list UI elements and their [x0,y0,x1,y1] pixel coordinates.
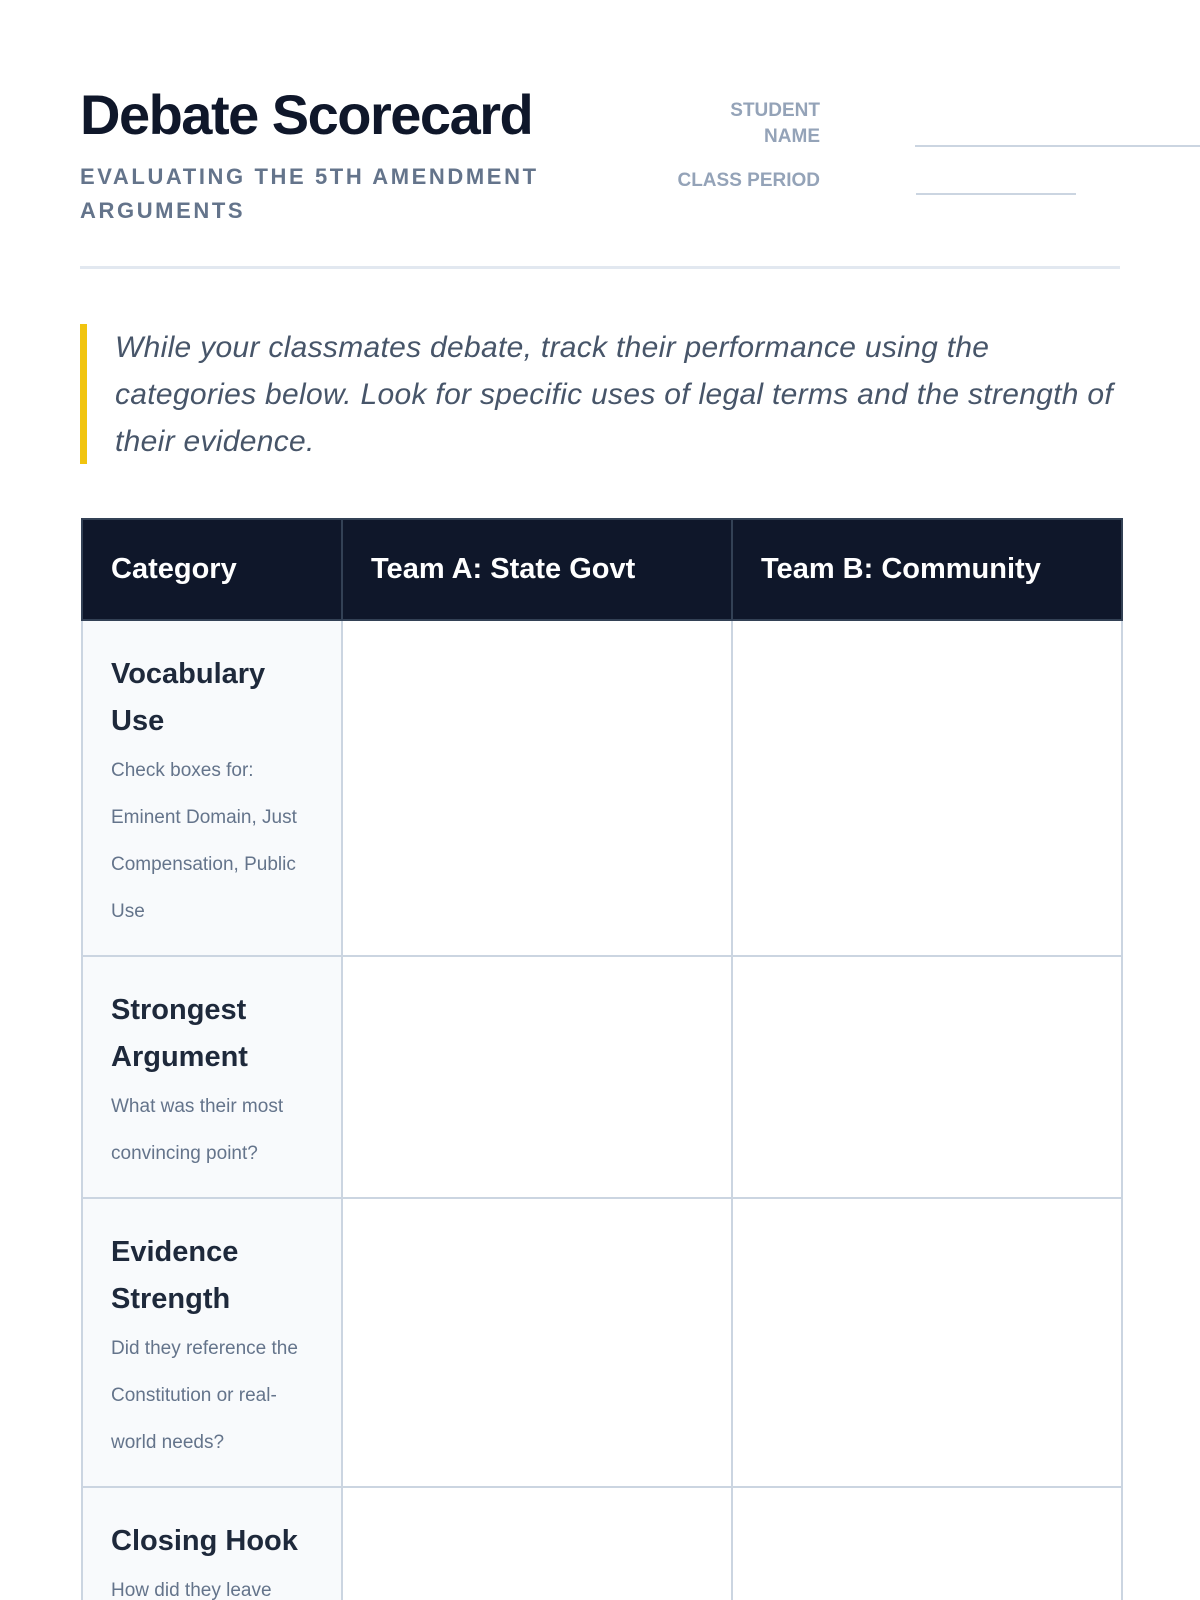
team-b-score-cell[interactable] [732,956,1122,1198]
column-header-team-b: Team B: Community [732,519,1122,620]
class-period-line[interactable] [916,193,1076,195]
table-row [82,620,1122,956]
header [80,80,1120,270]
instructions-text: While your classmates debate, track their performance using the categories below. Look for specific uses of legal terms and the strength of their evidence. [115,331,1114,458]
category-description: Did they reference the Constitution or real-world needs? [111,1338,298,1453]
category-description: Check boxes for: Eminent Domain, Just Compensation, Public Use [111,760,297,922]
instructions-callout [80,324,1120,464]
category-name: Closing Hook [111,1525,298,1557]
category-cell [82,956,342,1198]
table-row [82,1198,1122,1487]
category-name: Vocabulary Use [111,658,266,737]
category-name: Evidence Strength [111,1236,239,1315]
page-title: Debate Scorecard [80,83,533,146]
class-period-field [660,168,1120,208]
scorecard-table [81,518,1123,1600]
table-header-row [82,519,1122,620]
class-period-label: CLASS PERIOD [677,170,820,191]
category-description: What was their most convincing point? [111,1096,284,1164]
team-a-score-cell[interactable] [342,1198,732,1487]
category-name: Strongest Argument [111,994,248,1073]
page-subtitle: EVALUATING THE 5TH AMENDMENT ARGUMENTS [80,164,539,223]
column-header-category: Category [82,519,342,620]
category-description: How did they leave [111,1580,272,1600]
category-cell [82,1198,342,1487]
team-a-score-cell[interactable] [342,1487,732,1600]
team-b-score-cell[interactable] [732,1198,1122,1487]
category-cell [82,620,342,956]
team-b-score-cell[interactable] [732,1487,1122,1600]
team-a-score-cell[interactable] [342,620,732,956]
category-cell [82,1487,342,1600]
student-name-field [660,98,1120,150]
team-b-score-cell[interactable] [732,620,1122,956]
student-name-label: STUDENT NAME [730,100,820,147]
header-divider [80,266,1120,269]
column-header-team-a: Team A: State Govt [342,519,732,620]
table-row [82,956,1122,1198]
table-row [82,1487,1122,1600]
team-a-score-cell[interactable] [342,956,732,1198]
student-name-line[interactable] [915,145,1200,147]
